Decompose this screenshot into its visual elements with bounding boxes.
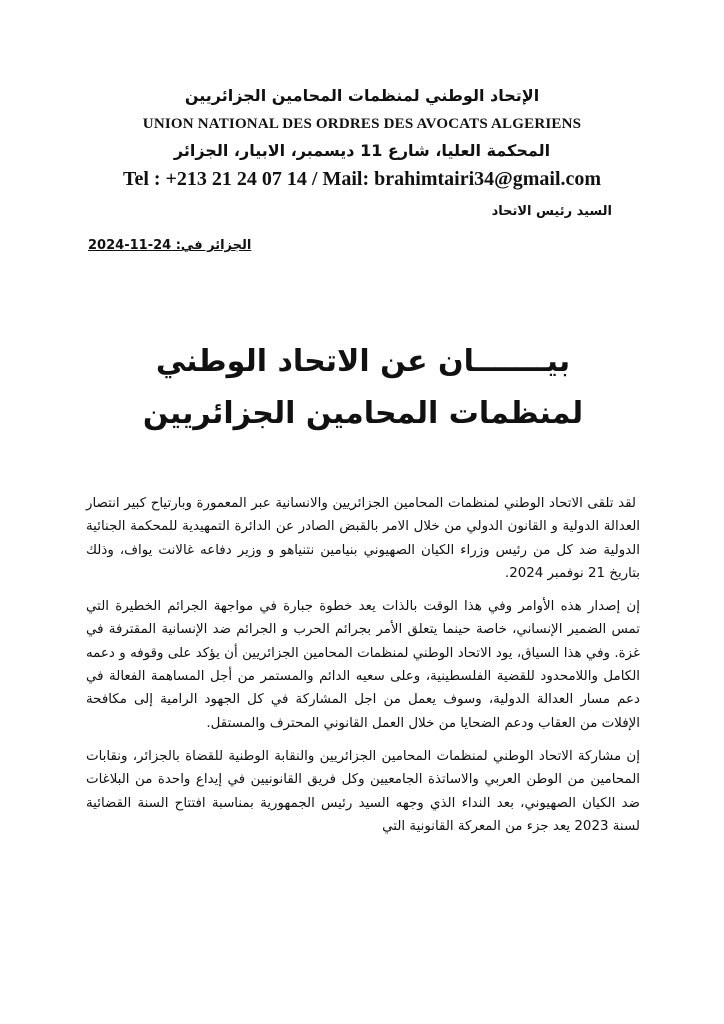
union-name-french: UNION NATIONAL DES ORDRES DES AVOCATS ALGERIENS xyxy=(142,116,582,132)
paragraph: إن إصدار هذه الأوامر وفي هذا الوقت بالذات يعد خطوة جبارة في مواجهة الجرائم الخطيرة التي تمس الضمير الإنساني، خاصة حينما يتعلق الأمر بجرائم الحرب و الجرائم ضد الإنسانية المقترفة في غزة. وفي هذا السياق، يود الاتحاد الوطني لمنظمات المحامين الجزائريين أن يؤكد على وقوفه و دعمه الكامل واللامحدود للقضية الفلسطينية، وعلى سعيه الدائم والمستمر من أجل المساهمة الفعالة في دعم مسار العدالة الدولية، وسوف يعمل من اجل المشاركة في كل الجهود الرامية إلى مكافحة الإفلات من العقاب ودعم الضحايا من خلال العمل القانوني المحترف والمستقل. xyxy=(86,599,640,731)
union-name-arabic: الإتحاد الوطني لمنظمات المحامين الجزائريين xyxy=(184,86,540,105)
union-address: المحكمة العليا، شارع 11 ديسمبر، الابيار، الجزائر xyxy=(173,141,551,160)
signatory-line: السيد رئيس الاتحاد xyxy=(491,204,612,219)
statement-title: بيـــــــان عن الاتحاد الوطني لمنظمات المحامين الجزائريين xyxy=(142,344,584,431)
union-contact: Tel : +213 21 24 07 14 / Mail: brahimtairi34@gmail.com xyxy=(122,168,602,190)
paragraph: لقد تلقى الاتحاد الوطني لمنظمات المحامين الجزائريين والانسانية عبر المعمورة وبارتياح كبير انتصار العدالة الدولية و القانون الدولي من خلال الامر بالقبض الصادر عن الدائرة التمهيدية للمحكمة الجنائية الدولية ضد كل من رئيس وزراء الكيان الصهيوني بنيامين نتنياهو و وزير دفاعه غالانت يواف، وذلك بتاريخ 21 نوفمبر 2024. xyxy=(86,496,640,581)
paragraph: إن مشاركة الاتحاد الوطني لمنظمات المحامين الجزائريين والنقابة الوطنية للقضاة بالجزائر، ونقابات المحامين من الوطن العربي والاساتذة الجامعيين وكل فريق القانونيين في إيداع واحدة من البلاغات ضد الكيان الصهيوني، بعد النداء الذي وجهه السيد رئيس الجمهورية بمناسبة افتتاح السنة القضائية لسنة 2023 يعد جزء من المعركة القانونية التي xyxy=(86,748,640,834)
date-line: الجزائر في: 24-11-2024 xyxy=(88,238,252,253)
statement-body xyxy=(86,492,640,848)
